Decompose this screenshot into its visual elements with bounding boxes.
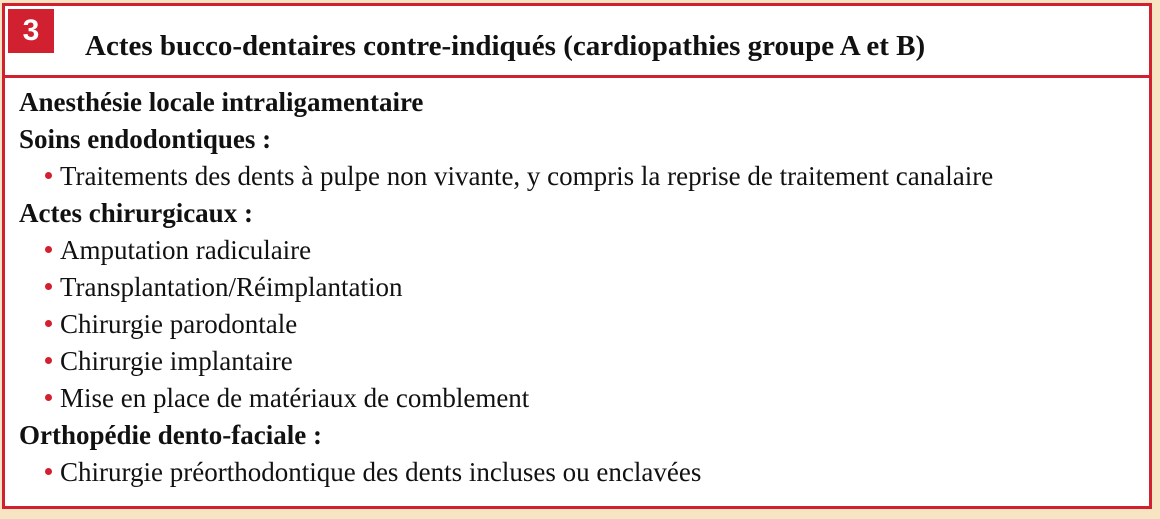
section-heading-orthopedics: Orthopédie dento-faciale :: [19, 420, 322, 450]
list-item: [19, 158, 1141, 195]
list-item-text: Chirurgie parodontale: [60, 309, 298, 339]
list-item-text: Chirurgie implantaire: [60, 346, 293, 376]
list-item: [19, 380, 1141, 417]
section-heading-surgical: Actes chirurgicaux :: [19, 198, 253, 228]
list-item-text: Amputation radiculaire: [60, 235, 312, 265]
bullet-icon: [45, 357, 52, 364]
list-item: [19, 454, 1141, 491]
list-item-text: Transplantation/Réimplantation: [60, 272, 403, 302]
bullet-icon: [45, 394, 52, 401]
list-item: [19, 232, 1141, 269]
list-item-text: Chirurgie préorthodontique des dents incluses ou enclavées: [60, 457, 702, 487]
list-item-text: Mise en place de matériaux de comblement: [60, 383, 530, 413]
bullet-icon: [45, 246, 52, 253]
box-content: [19, 84, 1141, 491]
list-item-text: Traitements des dents à pulpe non vivante, y compris la reprise de traitement canalaire: [60, 161, 994, 191]
box-number-badge: 3: [8, 9, 54, 53]
list-item: [19, 306, 1141, 343]
list-item: [19, 343, 1141, 380]
info-box: [2, 3, 1152, 509]
bullet-icon: [45, 320, 52, 327]
bullet-icon: [45, 468, 52, 475]
section-heading-endodontic: Soins endodontiques :: [19, 124, 272, 154]
section-heading-anesthesia: Anesthésie locale intraligamentaire: [19, 87, 424, 117]
bullet-icon: [45, 283, 52, 290]
list-item: [19, 269, 1141, 306]
box-title: Actes bucco-dentaires contre-indiqués (cardiopathies groupe A et B): [85, 30, 926, 62]
bullet-icon: [45, 172, 52, 179]
box-header: [5, 6, 1149, 78]
